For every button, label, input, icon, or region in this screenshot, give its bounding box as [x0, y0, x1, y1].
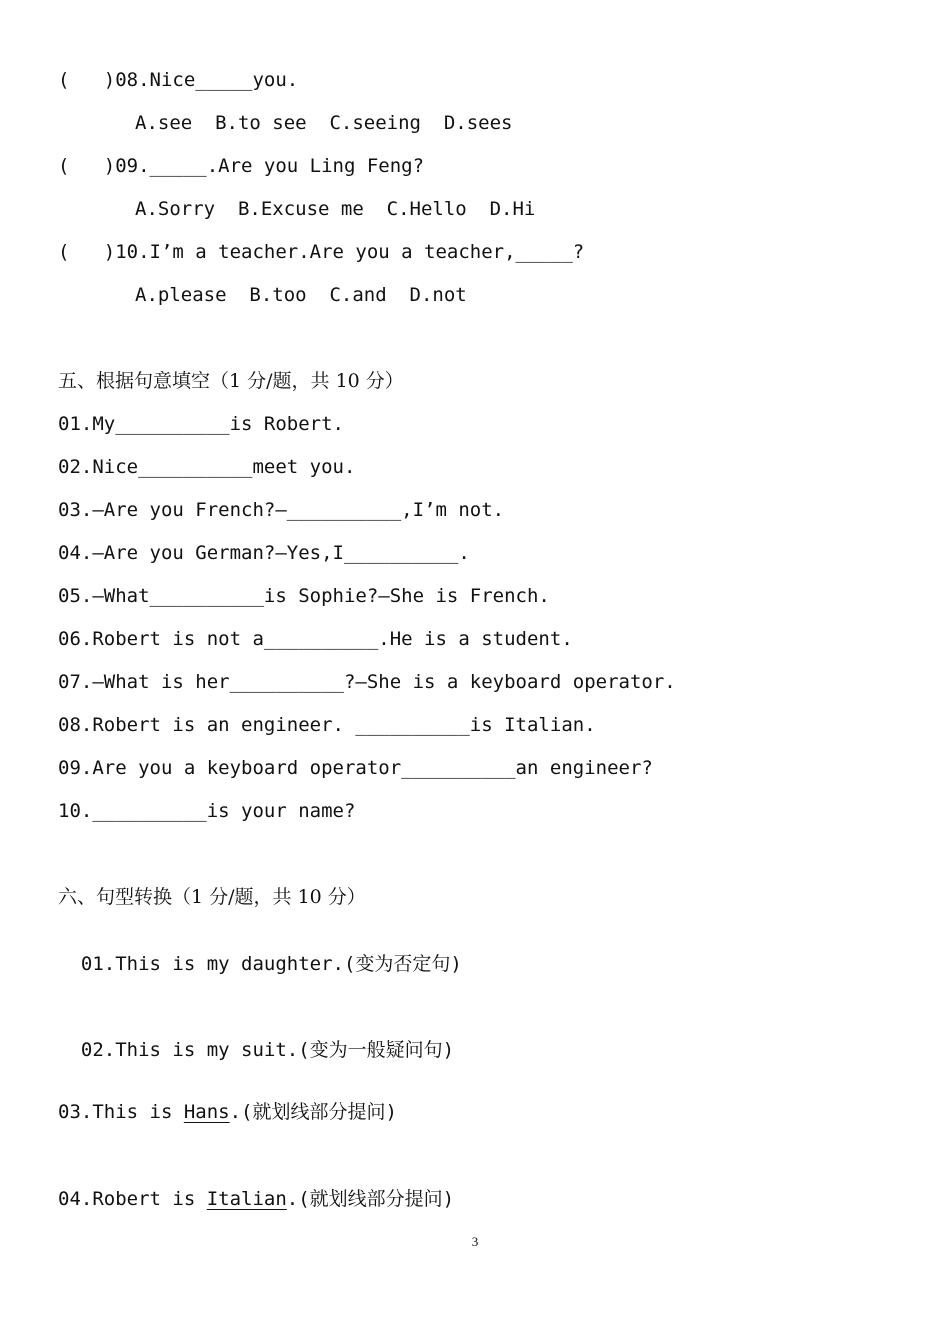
transform-item-text: 02.This is my suit.(变为一般疑问句) — [80, 1039, 455, 1061]
page-number: 3 — [471, 1234, 479, 1249]
question-09-options: A.Sorry B.Excuse me C.Hello D.Hi — [135, 198, 536, 220]
question-10-stem: ( )10.I’m a teacher.Are you a teacher,_____? — [58, 241, 585, 263]
transform-item-prefix: 03.This is — [58, 1101, 184, 1123]
fill-blank-item: 05.—What__________is Sophie?—She is French. — [58, 585, 550, 607]
underlined-word: Italian — [206, 1188, 287, 1210]
section5-heading: 五、根据句意填空（1 分/题，共 10 分） — [58, 370, 404, 392]
fill-blank-item: 07.—What is her__________?—She is a keyboard operator. — [58, 671, 676, 693]
transform-item-04 — [58, 1187, 454, 1211]
question-10-options: A.please B.too C.and D.not — [135, 284, 467, 306]
fill-blank-item: 09.Are you a keyboard operator__________an engineer? — [58, 757, 653, 779]
fill-blank-item: 04.—Are you German?—Yes,I__________. — [58, 542, 470, 564]
transform-item-suffix: .(就划线部分提问) — [286, 1188, 455, 1210]
transform-item-prefix: 04.Robert is — [58, 1188, 207, 1210]
transform-item-text: 01.This is my daughter.(变为否定句) — [80, 953, 462, 975]
fill-blank-item: 01.My__________is Robert. — [58, 413, 344, 435]
question-09-stem: ( )09._____.Are you Ling Feng? — [58, 155, 425, 177]
fill-blank-item: 08.Robert is an engineer. __________is Italian. — [58, 714, 596, 736]
transform-item-02 — [58, 1014, 454, 1062]
fill-blank-item: 02.Nice__________meet you. — [58, 456, 356, 478]
question-08-stem: ( )08.Nice_____you. — [58, 69, 299, 91]
transform-item-suffix: .(就划线部分提问) — [229, 1101, 397, 1123]
fill-blank-item: 03.—Are you French?—__________,I’m not. — [58, 499, 505, 521]
question-08-options: A.see B.to see C.seeing D.sees — [135, 112, 513, 134]
section6-heading: 六、句型转换（1 分/题，共 10 分） — [58, 886, 366, 908]
fill-blank-item: 10.__________is your name? — [58, 800, 356, 822]
transform-item-03 — [58, 1100, 397, 1124]
fill-blank-item: 06.Robert is not a__________.He is a student. — [58, 628, 573, 650]
transform-item-01 — [58, 928, 462, 976]
underlined-word: Hans — [183, 1101, 230, 1123]
